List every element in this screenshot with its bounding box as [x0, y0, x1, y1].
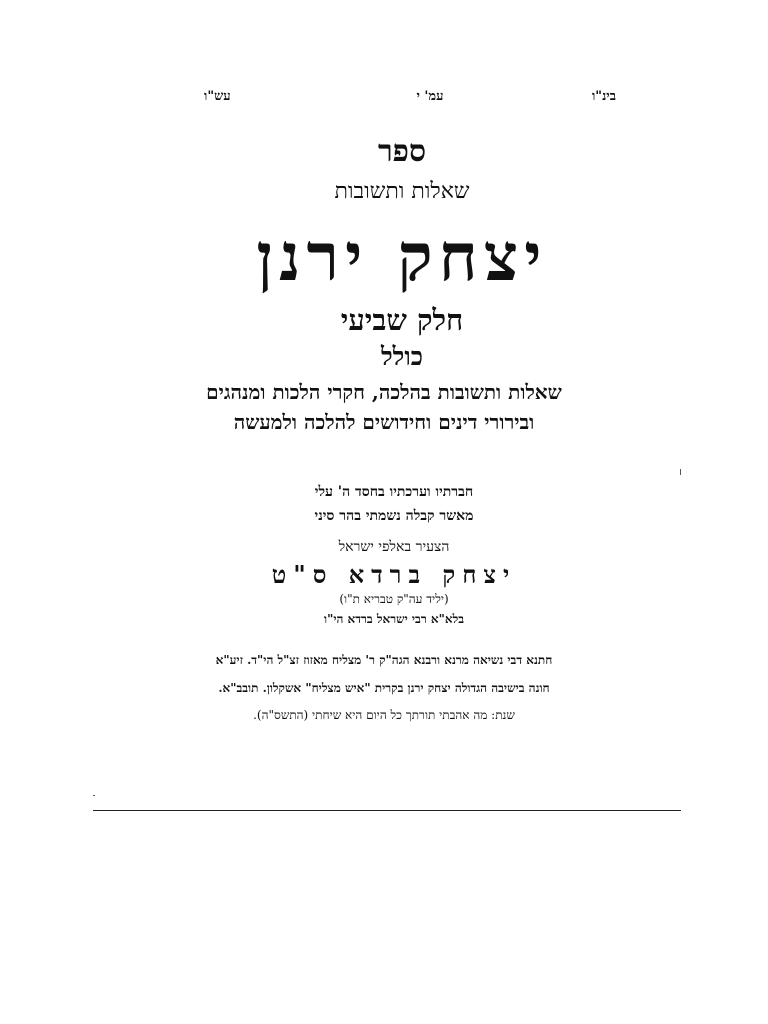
book-title: יצחק ירנן: [256, 218, 548, 296]
author-birthplace: (יליד עה"ק טבריא ת"ו): [339, 592, 449, 606]
header-mark-left: עש"ו: [204, 89, 231, 104]
author-father: בלא"א רבי ישראל ברדא הי"ו: [324, 612, 464, 626]
shut-subtitle: שאלות ותשובות: [334, 179, 470, 204]
horizontal-rule: [93, 810, 681, 811]
info-line-2: חונה בישיבה הגדולה יצחק ירנן בקרית "איש מצליח" אשקלון. תובב"א.: [218, 681, 550, 695]
scan-speck: [93, 795, 95, 796]
kolel-label: כולל: [380, 342, 423, 371]
scan-speck: [680, 469, 681, 475]
volume-label: חלק שביעי: [340, 303, 464, 337]
author-humble-line: הצעיר באלפי ישראל: [338, 539, 450, 555]
description-line-2: ובירורי דינים וחידושים להלכה ולמעשה: [233, 410, 535, 434]
header-mark-right: בינ"ו: [591, 89, 616, 104]
description-line-1: שאלות ותשובות בהלכה, חקרי הלכות ומנהגים: [206, 380, 562, 404]
composition-line-1: חברתיו וערכתיו בחסד ה' עלי: [314, 484, 474, 500]
sefer-label: ספר: [377, 134, 427, 169]
author-name: יצחק ברדא ס"ט: [271, 560, 517, 589]
info-line-3: שנת: מה אהבתי תורתך כל היום היא שיחתי (התשס"ה).: [253, 708, 515, 722]
info-line-1: חתנא דבי נשיאה מרנא ורבנא הגה"ק ר' מצליח מאזוז זצ"ל הי"ד. זיע"א: [215, 653, 553, 667]
composition-line-2: מאשר קבלה נשמתי בהר סיני: [314, 508, 474, 524]
header-mark-center: עמ' י: [416, 89, 444, 104]
